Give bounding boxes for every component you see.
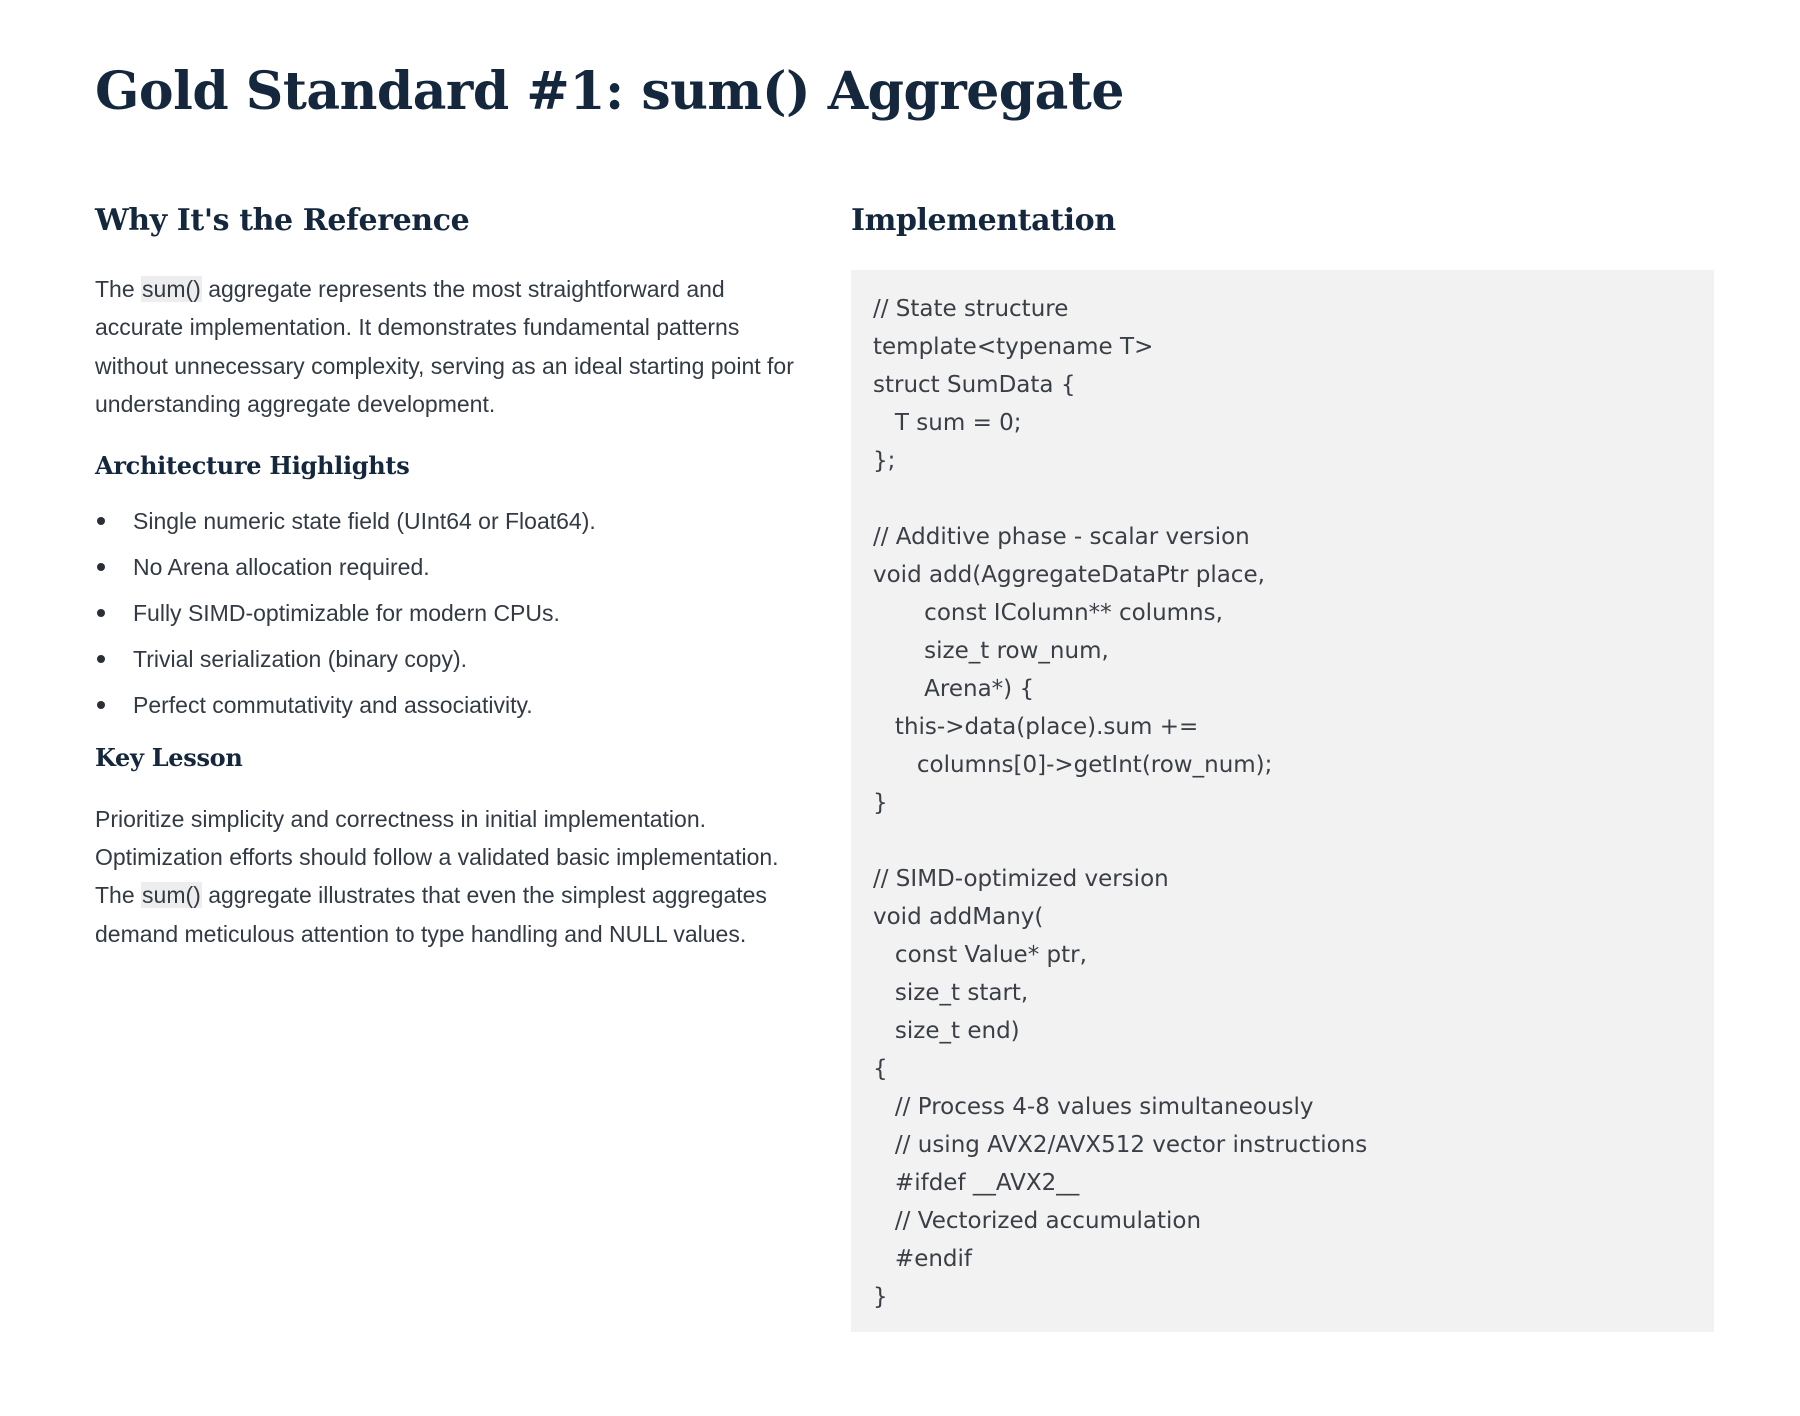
- code-line: size_t row_num,: [873, 638, 1109, 664]
- code-line: T sum = 0;: [873, 410, 1022, 436]
- code-line: struct SumData {: [873, 372, 1076, 398]
- code-line: {: [873, 1056, 888, 1082]
- code-line: const IColumn** columns,: [873, 600, 1223, 626]
- code-line: [873, 480, 1692, 518]
- lesson-paragraph: [95, 800, 795, 954]
- code-line: // SIMD-optimized version: [873, 866, 1169, 892]
- architecture-heading: Architecture Highlights: [95, 450, 410, 480]
- list-item: Fully SIMD-optimizable for modern CPUs.: [95, 594, 795, 632]
- code-line: const Value* ptr,: [873, 942, 1087, 968]
- code-line: // using AVX2/AVX512 vector instructions: [873, 1132, 1368, 1158]
- code-line: #ifdef __AVX2__: [873, 1170, 1080, 1196]
- why-text-before: The: [95, 276, 142, 302]
- left-column: [95, 196, 795, 953]
- code-block: [851, 270, 1714, 1332]
- architecture-list: [95, 502, 795, 724]
- lesson-text-before: Prioritize simplicity and correctness in initial implementation. Optimization efforts should follow a validated basic implementation. The: [95, 805, 779, 909]
- code-line: // Additive phase - scalar version: [873, 524, 1250, 550]
- code-line: this->data(place).sum +=: [873, 714, 1199, 740]
- list-item: Single numeric state field (UInt64 or Float64).: [95, 502, 795, 540]
- inline-code-sum: sum(): [142, 276, 201, 302]
- code-line: Arena*) {: [873, 676, 1035, 702]
- why-text-after: aggregate represents the most straightforward and accurate implementation. It demonstrates fundamental patterns without unnecessary complexity, serving as an ideal starting point for understanding aggregate development.: [95, 276, 794, 418]
- inline-code-sum: sum(): [142, 882, 201, 909]
- code-line: #endif: [873, 1246, 973, 1272]
- code-line: columns[0]->getInt(row_num);: [873, 752, 1273, 778]
- code-line: void add(AggregateDataPtr place,: [873, 562, 1265, 588]
- code-line: // Process 4-8 values simultaneously: [873, 1094, 1314, 1120]
- page-title: Gold Standard #1: sum() Aggregate: [95, 61, 1124, 122]
- code-line: size_t start,: [873, 980, 1029, 1006]
- code-line: void addMany(: [873, 904, 1044, 930]
- implementation-heading: Implementation: [851, 203, 1116, 238]
- lesson-text-after: aggregate illustrates that even the simplest aggregates demand meticulous attention to type handling and NULL values.: [95, 882, 767, 947]
- right-column: [851, 196, 1714, 1332]
- code-line: // Vectorized accumulation: [873, 1208, 1202, 1234]
- key-lesson-heading: Key Lesson: [95, 742, 243, 772]
- why-heading: Why It's the Reference: [95, 203, 470, 238]
- code-line: size_t end): [873, 1018, 1020, 1044]
- code-line: [873, 822, 1692, 860]
- list-item: Perfect commutativity and associativity.: [95, 686, 795, 724]
- code-line: }: [873, 790, 888, 816]
- code-line: template<typename T>: [873, 334, 1154, 360]
- code-line: // State structure: [873, 296, 1069, 322]
- code-line: };: [873, 448, 896, 474]
- list-item: Trivial serialization (binary copy).: [95, 640, 795, 678]
- why-paragraph: [95, 270, 795, 424]
- code-line: }: [873, 1284, 888, 1310]
- list-item: No Arena allocation required.: [95, 548, 795, 586]
